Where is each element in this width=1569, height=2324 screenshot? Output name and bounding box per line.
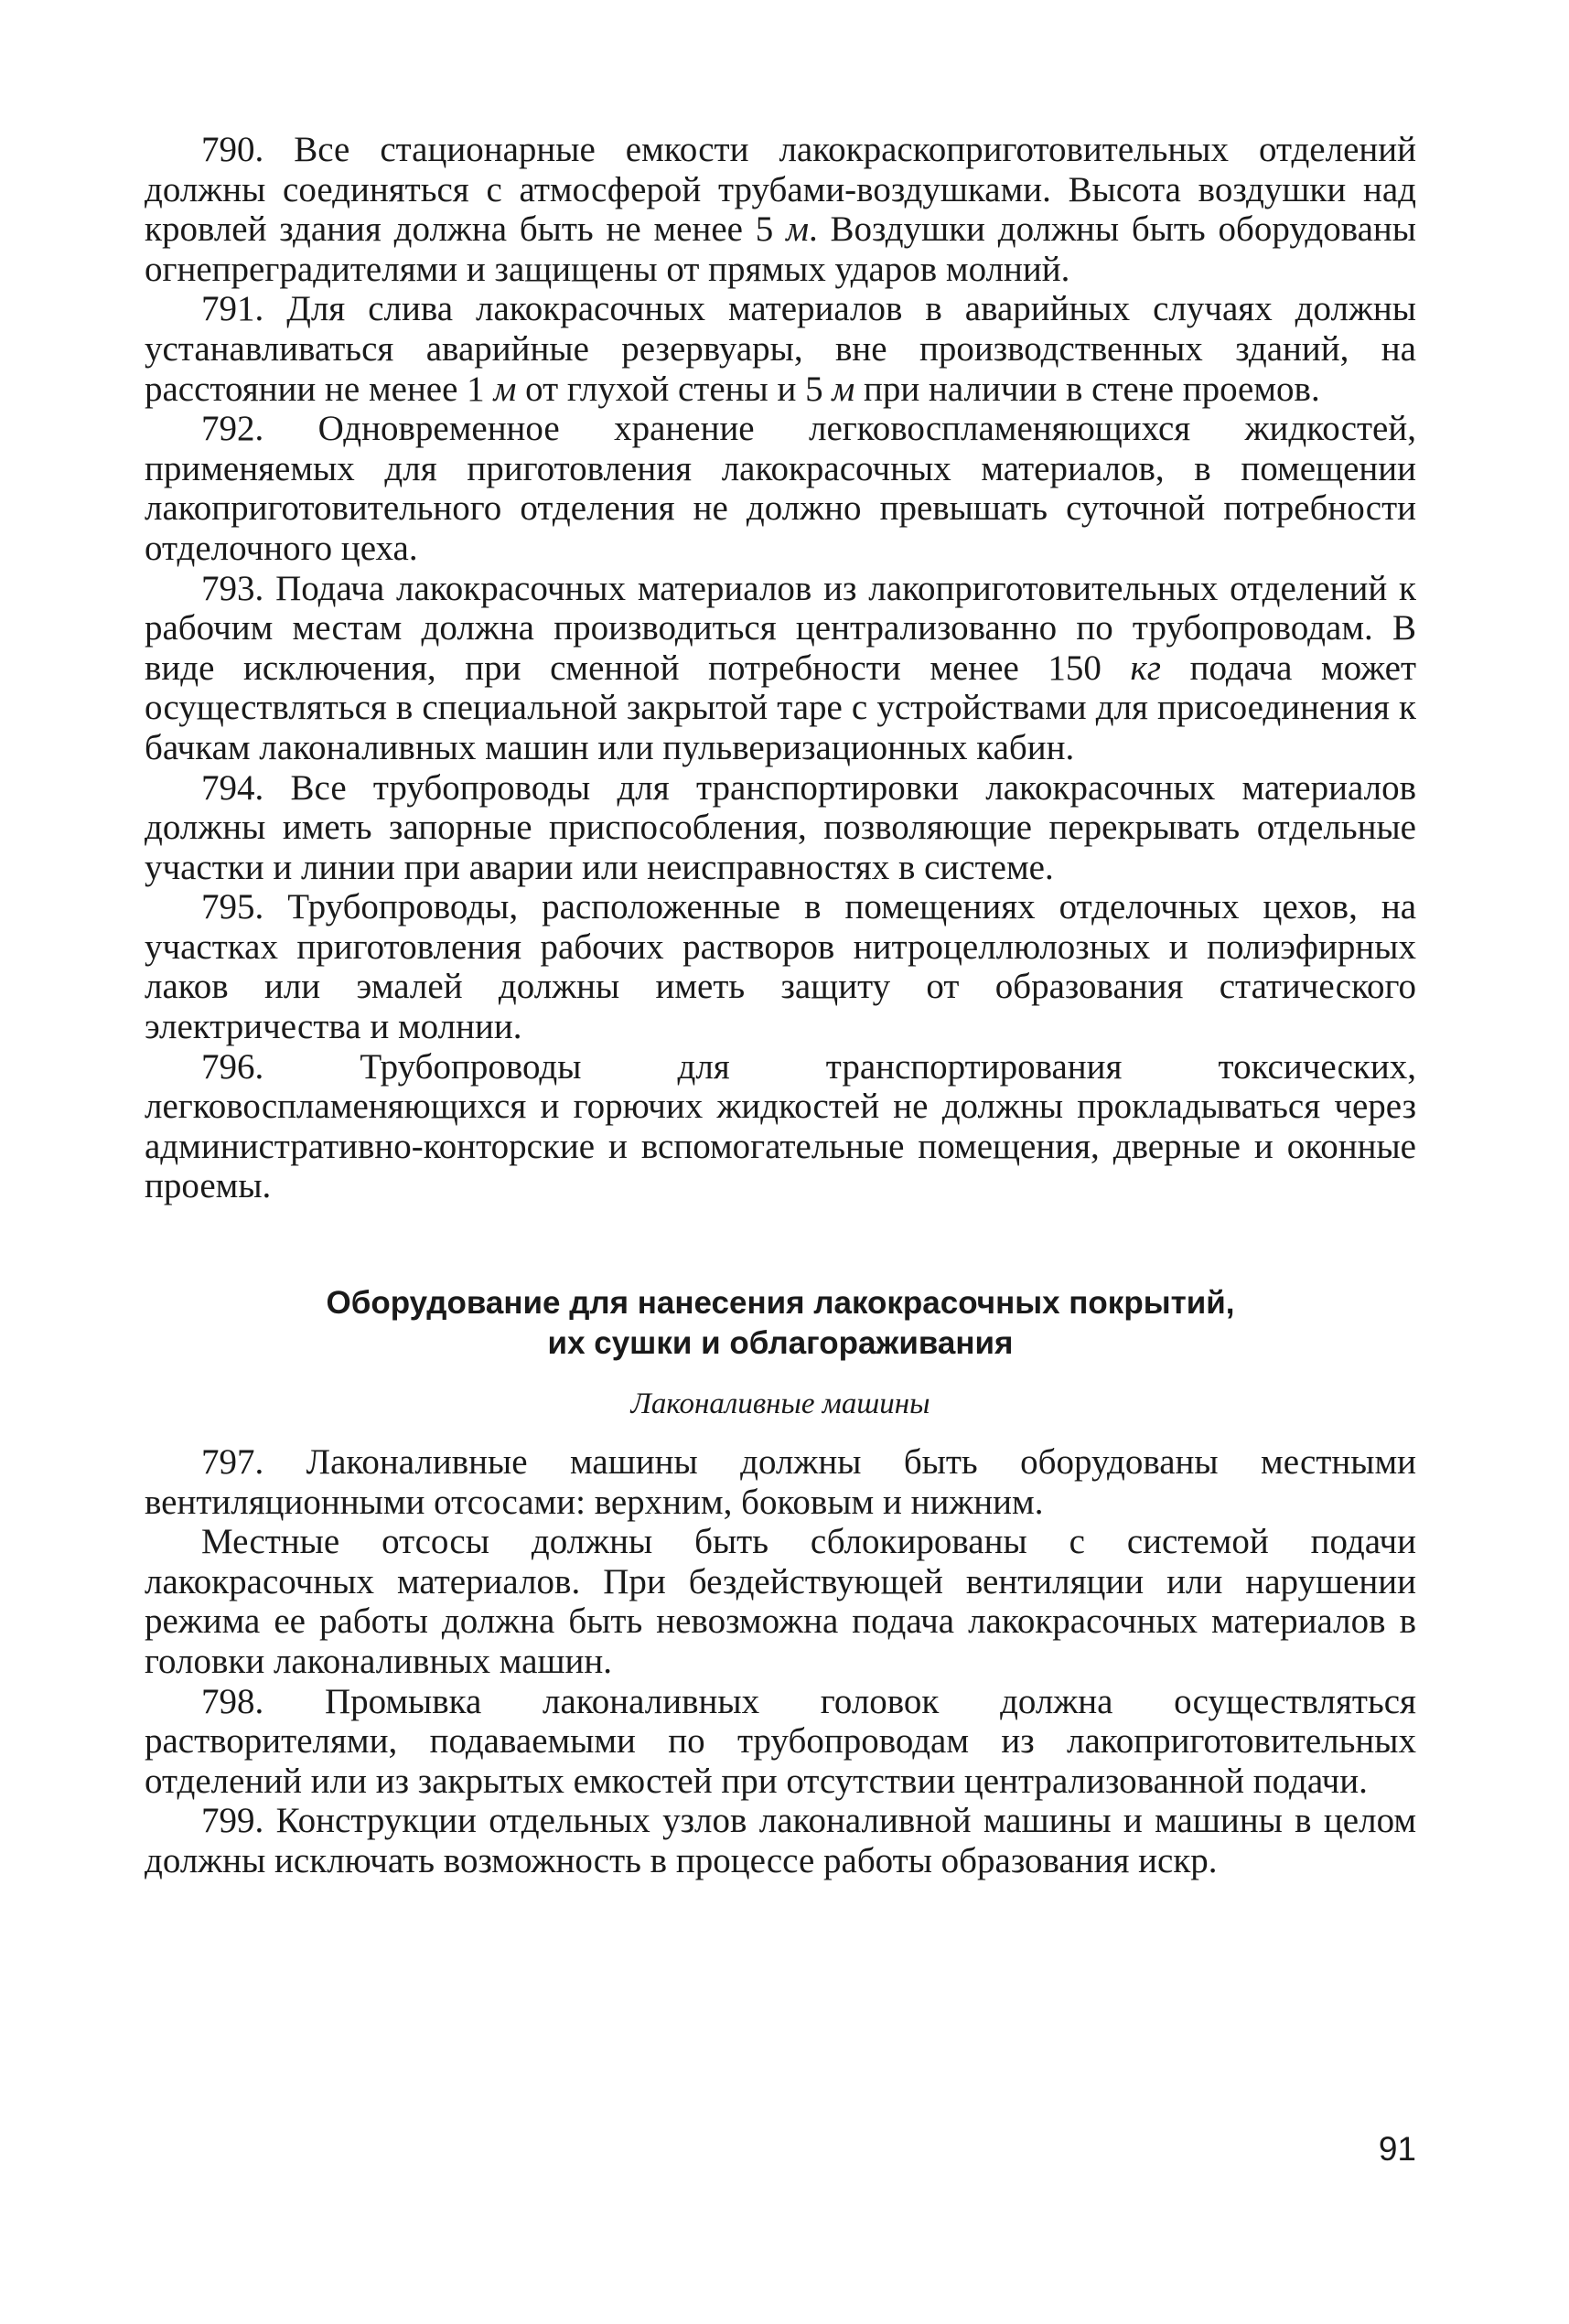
paragraph-text: Одновременное хранение легковоспламеняющихся жидкостей, применяемых для приготовления лакокрасочных материалов, в помещении лакоприготовительного отделения не должно превышать суточной потребности отделочного цеха. xyxy=(145,409,1416,568)
paragraph-text: Все стационарные емкости лакокраскоприготовительных отделений должны соединяться с атмосферой трубами-воздушками. Высота воздушки над кровлей здания должна быть не менее 5 xyxy=(145,130,1417,250)
paragraph xyxy=(145,130,1416,289)
paragraph-text: Трубопроводы, расположенные в помещениях отделочных цехов, на участках приготовления рабочих растворов нитроцеллюлозных и полиэфирных лаков или эмалей должны иметь защиту от образования статического электричества и молнии. xyxy=(145,887,1417,1047)
paragraph xyxy=(145,887,1416,1046)
page-number: 91 xyxy=(1378,2130,1416,2168)
paragraph xyxy=(145,1682,1416,1802)
paragraphs-bottom xyxy=(145,1442,1416,1881)
paragraph-number: 793. xyxy=(201,568,276,608)
paragraph-text: Все трубопроводы для транспортировки лакокрасочных материалов должны иметь запорные приспособления, позволяющие перекрывать отдельные участки и линии при аварии или неисправностях в системе. xyxy=(145,767,1416,887)
paragraph-number: 797. xyxy=(201,1442,306,1483)
paragraph-text: Лаконаливные машины должны быть оборудованы местными вентиляционными отсосами: верхним, боковым и нижним. xyxy=(145,1442,1416,1522)
section-heading-line-2: их сушки и облагораживания xyxy=(547,1325,1014,1362)
paragraph xyxy=(145,1801,1416,1880)
paragraph xyxy=(145,409,1416,568)
paragraph xyxy=(145,1047,1416,1206)
paragraph-text: при наличии в стене проемов. xyxy=(854,369,1320,409)
unit-abbreviation: м xyxy=(832,369,855,409)
subsection-heading: Лаконаливные машины xyxy=(630,1387,930,1421)
paragraph-text: от глухой стены и 5 xyxy=(516,369,833,409)
paragraph xyxy=(145,569,1416,768)
section-heading-line-1: Оборудование для нанесения лакокрасочных покрытий, xyxy=(326,1285,1235,1322)
paragraph-number: 791. xyxy=(201,289,287,329)
paragraph-number: 794. xyxy=(201,767,291,808)
paragraph-number: 799. xyxy=(201,1801,276,1841)
paragraph-text: подача может осуществляться в специальной закрытой таре с устройствами для присоединения к бачкам лаконаливных машин или пульверизационных кабин. xyxy=(145,648,1416,767)
paragraph-text: Для слива лакокрасочных материалов в аварийных случаях должны устанавливаться аварийные резервуары, вне производственных зданий, на расстоянии не менее 1 xyxy=(145,289,1416,409)
paragraph-number: 795. xyxy=(201,887,288,927)
paragraph-text: Промывка лаконаливных головок должна осуществляться растворителями, подаваемыми по трубопроводам из лакоприготовительных отделений или из закрытых емкостей при отсутствии централизованной подачи. xyxy=(145,1681,1416,1801)
paragraph-number: 796. xyxy=(201,1046,360,1087)
unit-abbreviation: м xyxy=(786,209,809,250)
paragraph-text: Трубопроводы для транспортирования токсических, легковоспламеняющихся и горючих жидкостей не должны прокладываться через административно-конторские и вспомогательные помещения, дверные и оконные проемы. xyxy=(145,1046,1416,1206)
page-body xyxy=(145,130,1416,1881)
paragraph-text: Местные отсосы должны быть сблокированы с системой подачи лакокрасочных материалов. При бездействующей вентиляции или нарушении режима ее работы должна быть невозможна подача лакокрасочных материалов в головки лаконаливных машин. xyxy=(145,1522,1416,1681)
paragraphs-top xyxy=(145,130,1416,1206)
paragraph-number: 792. xyxy=(201,409,318,449)
paragraph-text: . Воздушки должны быть оборудованы огнепреградителями и защищены от прямых ударов молний. xyxy=(145,209,1417,289)
paragraph-number: 798. xyxy=(201,1681,325,1721)
paragraph-text: Конструкции отдельных узлов лаконаливной машины и машины в целом должны исключать возможность в процессе работы образования искр. xyxy=(145,1801,1417,1880)
paragraph xyxy=(145,289,1416,409)
unit-abbreviation: кг xyxy=(1130,648,1162,688)
paragraph xyxy=(145,768,1416,888)
section-heading xyxy=(145,1283,1416,1364)
paragraph xyxy=(145,1442,1416,1522)
paragraph-text: Подача лакокрасочных материалов из лакоприготовительных отделений к рабочим местам должна производиться централизованно по трубопроводам. В виде исключения, при сменной потребности менее 150 xyxy=(145,568,1416,688)
unit-abbreviation: м xyxy=(493,369,517,409)
paragraph-number: 790. xyxy=(201,130,295,169)
paragraph xyxy=(145,1522,1416,1681)
